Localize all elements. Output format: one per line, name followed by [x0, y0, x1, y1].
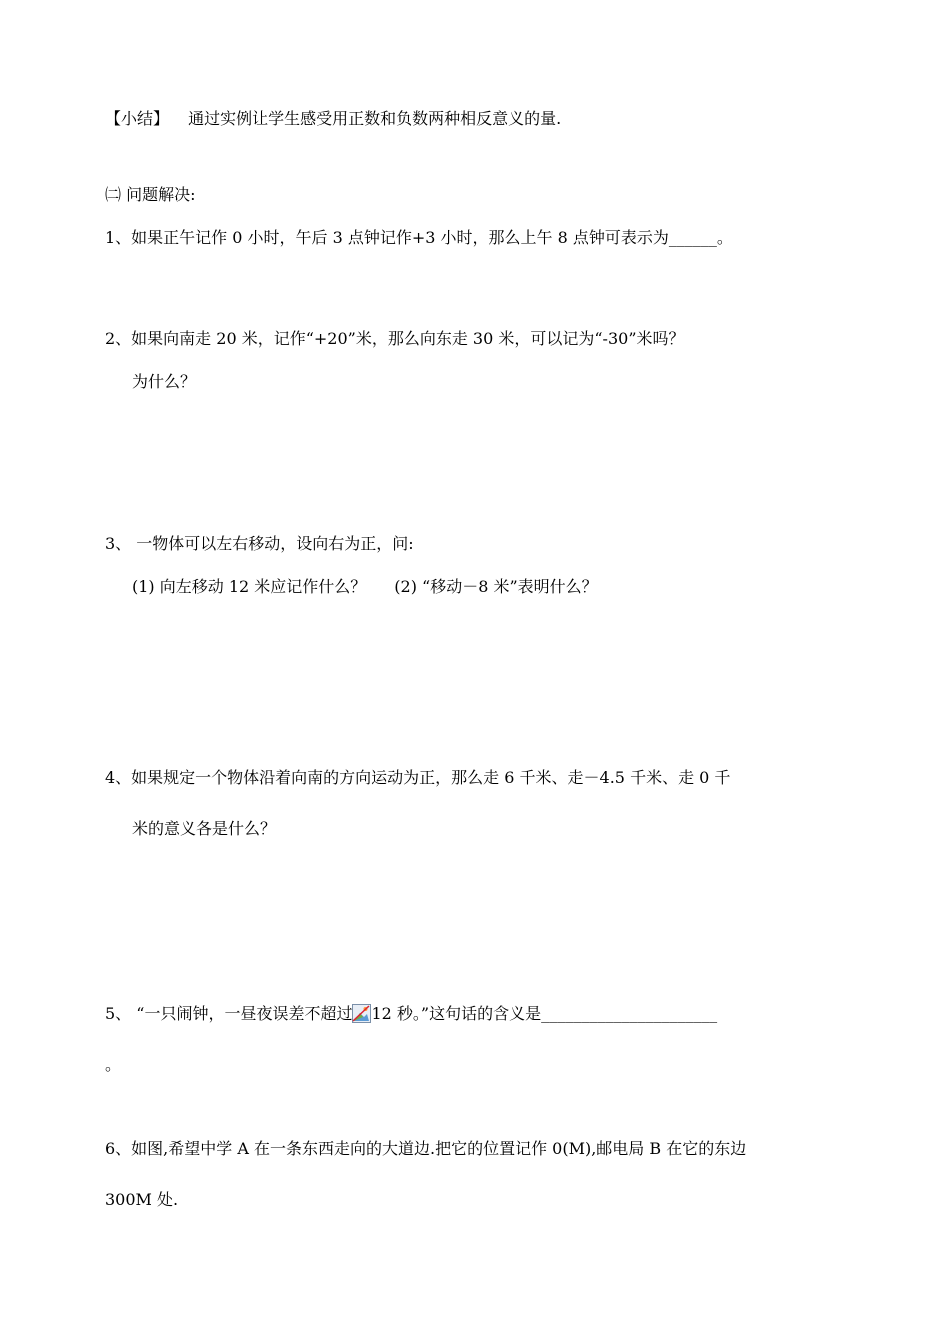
summary-label: 【小结】	[105, 109, 170, 128]
question-6-line-2: 300M 处.	[105, 1190, 179, 1209]
summary-text: 通过实例让学生感受用正数和负数两种相反意义的量.	[188, 109, 562, 128]
question-4-line-1: 4、如果规定一个物体沿着向南的方向运动为正，那么走 6 千米、走－4.5 千米、走 0 千	[105, 768, 731, 787]
question-3-part-2: (2) “移动－8 米”表明什么？	[394, 577, 598, 596]
question-5-line-1	[105, 1003, 717, 1025]
question-5-before: 5、 “一只闹钟，一昼夜误差不超过	[105, 1004, 353, 1023]
question-5-after: 12 秒。”这句话的含义是______________________	[371, 1004, 718, 1023]
question-3-part-1: (1) 向左移动 12 米应记作什么？	[132, 577, 367, 596]
question-3-line-1: 3、 一物体可以左右移动，设向右为正，问:	[105, 534, 414, 553]
question-2-line-2: 为什么？	[132, 372, 197, 391]
question-1: 1、如果正午记作 0 小时，午后 3 点钟记作+3 小时，那么上午 8 点钟可表示为______。	[105, 228, 733, 247]
question-2-line-1: 2、如果向南走 20 米，记作“+20”米，那么向东走 30 米，可以记为“-30”米吗？	[105, 329, 685, 348]
broken-image-icon	[352, 1004, 371, 1023]
summary-line	[105, 108, 561, 130]
question-3-parts	[132, 576, 598, 598]
question-4-line-2: 米的意义各是什么？	[132, 819, 277, 838]
question-5-line-2: 。	[105, 1055, 122, 1074]
question-6-line-1: 6、如图,希望中学 A 在一条东西走向的大道边.把它的位置记作 0(M),邮电局 B 在它的东边	[105, 1139, 747, 1158]
section-heading: ㈡ 问题解决:	[105, 185, 196, 204]
